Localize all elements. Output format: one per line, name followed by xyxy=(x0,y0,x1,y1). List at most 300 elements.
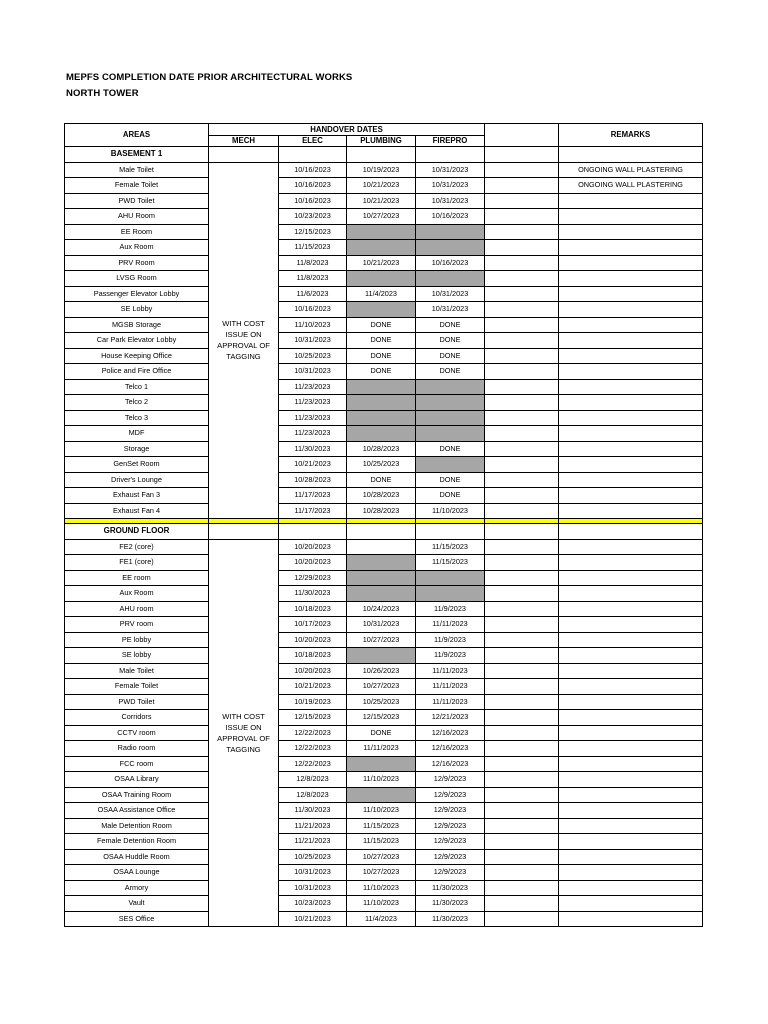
plumbing-cell: DONE xyxy=(347,364,416,380)
area-cell: PE lobby xyxy=(65,632,209,648)
remarks-cell xyxy=(559,710,703,726)
table-row xyxy=(65,617,703,633)
blank-cell xyxy=(485,818,559,834)
empty-cell xyxy=(209,524,279,540)
elec-cell: 11/23/2023 xyxy=(279,395,347,411)
elec-cell: 12/22/2023 xyxy=(279,725,347,741)
empty-cell xyxy=(416,147,485,163)
table-row xyxy=(65,488,703,504)
area-cell: FCC room xyxy=(65,756,209,772)
plumbing-cell xyxy=(347,240,416,256)
firepro-cell xyxy=(416,457,485,473)
remarks-cell xyxy=(559,209,703,225)
area-cell: OSAA Library xyxy=(65,772,209,788)
area-cell: OSAA Huddle Room xyxy=(65,849,209,865)
table-row xyxy=(65,648,703,664)
firepro-cell: 12/9/2023 xyxy=(416,865,485,881)
remarks-cell xyxy=(559,472,703,488)
table-row xyxy=(65,803,703,819)
elec-cell: 10/20/2023 xyxy=(279,663,347,679)
elec-cell: 10/21/2023 xyxy=(279,457,347,473)
empty-cell xyxy=(485,524,559,540)
plumbing-cell: DONE xyxy=(347,725,416,741)
firepro-cell: 11/9/2023 xyxy=(416,648,485,664)
blank-cell xyxy=(485,896,559,912)
blank-cell xyxy=(485,663,559,679)
area-cell: FE2 (core) xyxy=(65,539,209,555)
blank-cell xyxy=(485,601,559,617)
remarks-cell xyxy=(559,787,703,803)
firepro-cell: 11/30/2023 xyxy=(416,911,485,927)
plumbing-cell: 11/4/2023 xyxy=(347,286,416,302)
area-cell: FE1 (core) xyxy=(65,555,209,571)
table-row xyxy=(65,441,703,457)
firepro-cell: 10/16/2023 xyxy=(416,209,485,225)
table-row xyxy=(65,787,703,803)
area-cell: Police and Fire Office xyxy=(65,364,209,380)
firepro-cell: 12/9/2023 xyxy=(416,849,485,865)
elec-cell: 11/8/2023 xyxy=(279,271,347,287)
mech-note-cell: WITH COST ISSUE ON APPROVAL OF TAGGING xyxy=(209,539,279,927)
remarks-cell xyxy=(559,694,703,710)
plumbing-cell: 11/10/2023 xyxy=(347,803,416,819)
firepro-cell: 11/11/2023 xyxy=(416,679,485,695)
table-row xyxy=(65,395,703,411)
table-row xyxy=(65,286,703,302)
blank-cell xyxy=(485,209,559,225)
plumbing-cell: 10/27/2023 xyxy=(347,849,416,865)
area-cell: PWD Toilet xyxy=(65,694,209,710)
table-row xyxy=(65,756,703,772)
table-row xyxy=(65,834,703,850)
firepro-cell: 10/31/2023 xyxy=(416,178,485,194)
remarks-cell xyxy=(559,286,703,302)
blank-cell xyxy=(485,539,559,555)
table-row xyxy=(65,679,703,695)
firepro-cell: DONE xyxy=(416,488,485,504)
remarks-cell xyxy=(559,803,703,819)
document-title: MEPFS COMPLETION DATE PRIOR ARCHITECTURAL WORKS xyxy=(66,72,353,83)
remarks-cell xyxy=(559,395,703,411)
empty-cell xyxy=(279,147,347,163)
table-row xyxy=(65,818,703,834)
table-row xyxy=(65,849,703,865)
remarks-cell xyxy=(559,772,703,788)
firepro-cell: 11/15/2023 xyxy=(416,555,485,571)
remarks-cell xyxy=(559,601,703,617)
plumbing-cell xyxy=(347,787,416,803)
table-row xyxy=(65,410,703,426)
remarks-cell xyxy=(559,224,703,240)
table-row xyxy=(65,271,703,287)
elec-cell: 11/21/2023 xyxy=(279,818,347,834)
firepro-cell: DONE xyxy=(416,317,485,333)
elec-cell: 11/10/2023 xyxy=(279,317,347,333)
remarks-cell xyxy=(559,255,703,271)
area-cell: OSAA Assistance Office xyxy=(65,803,209,819)
area-cell: Vault xyxy=(65,896,209,912)
area-cell: Female Toilet xyxy=(65,178,209,194)
area-cell: OSAA Lounge xyxy=(65,865,209,881)
elec-cell: 11/21/2023 xyxy=(279,834,347,850)
remarks-cell xyxy=(559,648,703,664)
area-cell: CCTV room xyxy=(65,725,209,741)
firepro-cell: 11/11/2023 xyxy=(416,663,485,679)
table-row xyxy=(65,333,703,349)
elec-header: ELEC xyxy=(279,136,347,147)
firepro-cell xyxy=(416,395,485,411)
plumbing-cell xyxy=(347,570,416,586)
elec-cell: 10/23/2023 xyxy=(279,209,347,225)
elec-cell: 11/23/2023 xyxy=(279,426,347,442)
elec-cell: 10/31/2023 xyxy=(279,865,347,881)
plumbing-cell: 11/15/2023 xyxy=(347,818,416,834)
area-cell: AHU room xyxy=(65,601,209,617)
plumbing-cell: DONE xyxy=(347,333,416,349)
area-cell: Female Toilet xyxy=(65,679,209,695)
blank-cell xyxy=(485,457,559,473)
elec-cell: 10/16/2023 xyxy=(279,162,347,178)
area-cell: MGSB Storage xyxy=(65,317,209,333)
remarks-cell: ONGOING WALL PLASTERING xyxy=(559,178,703,194)
remarks-cell xyxy=(559,240,703,256)
blank-cell xyxy=(485,710,559,726)
table-row xyxy=(65,663,703,679)
area-cell: SES Office xyxy=(65,911,209,927)
blank-cell xyxy=(485,503,559,519)
table-row xyxy=(65,741,703,757)
plumbing-cell xyxy=(347,648,416,664)
remarks-cell xyxy=(559,555,703,571)
plumbing-cell: 10/25/2023 xyxy=(347,457,416,473)
remarks-cell xyxy=(559,725,703,741)
area-cell: Male Detention Room xyxy=(65,818,209,834)
elec-cell: 10/18/2023 xyxy=(279,601,347,617)
elec-cell: 10/16/2023 xyxy=(279,302,347,318)
area-cell: GenSet Room xyxy=(65,457,209,473)
table-row xyxy=(65,302,703,318)
area-cell: Passenger Elevator Lobby xyxy=(65,286,209,302)
table-row xyxy=(65,601,703,617)
remarks-cell xyxy=(559,193,703,209)
plumbing-cell: 10/28/2023 xyxy=(347,503,416,519)
plumbing-cell: 10/21/2023 xyxy=(347,255,416,271)
plumbing-cell: 10/21/2023 xyxy=(347,178,416,194)
firepro-cell: 11/9/2023 xyxy=(416,601,485,617)
blank-cell xyxy=(485,395,559,411)
blank-cell xyxy=(485,348,559,364)
table-row xyxy=(65,570,703,586)
firepro-header: FIREPRO xyxy=(416,136,485,147)
remarks-cell xyxy=(559,617,703,633)
mech-header: MECH xyxy=(209,136,279,147)
plumbing-cell: 10/27/2023 xyxy=(347,209,416,225)
table-row xyxy=(65,725,703,741)
remarks-cell xyxy=(559,317,703,333)
remarks-cell xyxy=(559,741,703,757)
table-row xyxy=(65,317,703,333)
table-row xyxy=(65,457,703,473)
plumbing-cell: 10/24/2023 xyxy=(347,601,416,617)
area-cell: AHU Room xyxy=(65,209,209,225)
remarks-cell xyxy=(559,586,703,602)
remarks-cell xyxy=(559,441,703,457)
blank-cell xyxy=(485,911,559,927)
area-cell: Armory xyxy=(65,880,209,896)
header-row-1 xyxy=(65,124,703,136)
area-cell: SE lobby xyxy=(65,648,209,664)
firepro-cell: 12/9/2023 xyxy=(416,803,485,819)
table-row xyxy=(65,224,703,240)
blank-cell xyxy=(485,178,559,194)
area-cell: Exhaust Fan 3 xyxy=(65,488,209,504)
plumbing-cell: 10/31/2023 xyxy=(347,617,416,633)
firepro-cell: 11/15/2023 xyxy=(416,539,485,555)
firepro-cell xyxy=(416,379,485,395)
elec-cell: 10/21/2023 xyxy=(279,679,347,695)
elec-cell: 10/25/2023 xyxy=(279,348,347,364)
firepro-cell: 11/30/2023 xyxy=(416,896,485,912)
blank-cell xyxy=(485,570,559,586)
elec-cell: 11/30/2023 xyxy=(279,441,347,457)
firepro-cell: DONE xyxy=(416,441,485,457)
plumbing-cell: DONE xyxy=(347,317,416,333)
plumbing-cell xyxy=(347,426,416,442)
remarks-cell xyxy=(559,364,703,380)
blank-cell xyxy=(485,317,559,333)
blank-cell xyxy=(485,803,559,819)
blank-cell xyxy=(485,286,559,302)
blank-cell xyxy=(485,410,559,426)
firepro-cell: 12/9/2023 xyxy=(416,818,485,834)
elec-cell: 10/25/2023 xyxy=(279,849,347,865)
elec-cell: 11/23/2023 xyxy=(279,410,347,426)
elec-cell: 10/18/2023 xyxy=(279,648,347,664)
blank-cell xyxy=(485,302,559,318)
blank-cell xyxy=(485,240,559,256)
elec-cell: 10/23/2023 xyxy=(279,896,347,912)
area-cell: Exhaust Fan 4 xyxy=(65,503,209,519)
elec-cell: 11/8/2023 xyxy=(279,255,347,271)
table-row xyxy=(65,865,703,881)
elec-cell: 11/6/2023 xyxy=(279,286,347,302)
area-cell: Corridors xyxy=(65,710,209,726)
blank-cell xyxy=(485,849,559,865)
area-cell: Aux Room xyxy=(65,586,209,602)
area-cell: Car Park Elevator Lobby xyxy=(65,333,209,349)
firepro-cell xyxy=(416,426,485,442)
area-cell: Female Detention Room xyxy=(65,834,209,850)
firepro-cell xyxy=(416,570,485,586)
plumbing-cell: 10/27/2023 xyxy=(347,632,416,648)
area-cell: Storage xyxy=(65,441,209,457)
plumbing-header: PLUMBING xyxy=(347,136,416,147)
area-cell: House Keeping Office xyxy=(65,348,209,364)
firepro-cell xyxy=(416,224,485,240)
table-row xyxy=(65,209,703,225)
area-cell: OSAA Training Room xyxy=(65,787,209,803)
elec-cell: 11/30/2023 xyxy=(279,803,347,819)
remarks-cell xyxy=(559,503,703,519)
elec-cell: 10/20/2023 xyxy=(279,632,347,648)
firepro-cell: 10/31/2023 xyxy=(416,302,485,318)
remarks-cell xyxy=(559,880,703,896)
firepro-cell: 11/11/2023 xyxy=(416,617,485,633)
firepro-cell: DONE xyxy=(416,364,485,380)
area-cell: MDF xyxy=(65,426,209,442)
blank-cell xyxy=(485,586,559,602)
firepro-cell: DONE xyxy=(416,472,485,488)
section-title: GROUND FLOOR xyxy=(65,524,209,540)
elec-cell: 11/17/2023 xyxy=(279,503,347,519)
plumbing-cell xyxy=(347,379,416,395)
table-row xyxy=(65,162,703,178)
plumbing-cell xyxy=(347,539,416,555)
plumbing-cell: DONE xyxy=(347,472,416,488)
firepro-cell: 10/16/2023 xyxy=(416,255,485,271)
area-cell: Telco 3 xyxy=(65,410,209,426)
empty-cell xyxy=(559,524,703,540)
blank-cell xyxy=(485,632,559,648)
blank-cell xyxy=(485,193,559,209)
firepro-cell: DONE xyxy=(416,333,485,349)
area-cell: EE Room xyxy=(65,224,209,240)
table-row xyxy=(65,586,703,602)
blank-cell xyxy=(485,472,559,488)
table-row xyxy=(65,364,703,380)
firepro-cell: 10/31/2023 xyxy=(416,193,485,209)
blank-cell xyxy=(485,679,559,695)
firepro-cell: 12/16/2023 xyxy=(416,725,485,741)
firepro-cell xyxy=(416,271,485,287)
elec-cell: 12/8/2023 xyxy=(279,787,347,803)
table-row xyxy=(65,503,703,519)
area-cell: Telco 2 xyxy=(65,395,209,411)
elec-cell: 10/21/2023 xyxy=(279,911,347,927)
table-row xyxy=(65,880,703,896)
remarks-cell xyxy=(559,348,703,364)
table-row xyxy=(65,379,703,395)
plumbing-cell: 10/28/2023 xyxy=(347,488,416,504)
blank-cell xyxy=(485,255,559,271)
table-row xyxy=(65,694,703,710)
blank-cell xyxy=(485,834,559,850)
empty-cell xyxy=(279,524,347,540)
plumbing-cell xyxy=(347,224,416,240)
plumbing-cell: 11/10/2023 xyxy=(347,896,416,912)
blank-cell xyxy=(485,725,559,741)
elec-cell: 10/19/2023 xyxy=(279,694,347,710)
elec-cell: 11/15/2023 xyxy=(279,240,347,256)
plumbing-cell: 12/15/2023 xyxy=(347,710,416,726)
table-row xyxy=(65,896,703,912)
plumbing-cell: 11/15/2023 xyxy=(347,834,416,850)
elec-cell: 12/29/2023 xyxy=(279,570,347,586)
table-row xyxy=(65,632,703,648)
elec-cell: 10/20/2023 xyxy=(279,555,347,571)
area-cell: PRV room xyxy=(65,617,209,633)
firepro-cell: 12/9/2023 xyxy=(416,834,485,850)
elec-cell: 10/20/2023 xyxy=(279,539,347,555)
remarks-cell xyxy=(559,539,703,555)
elec-cell: 10/16/2023 xyxy=(279,178,347,194)
elec-cell: 12/8/2023 xyxy=(279,772,347,788)
table-row xyxy=(65,772,703,788)
empty-cell xyxy=(416,524,485,540)
plumbing-cell xyxy=(347,586,416,602)
empty-cell xyxy=(559,147,703,163)
area-cell: Telco 1 xyxy=(65,379,209,395)
firepro-cell: 12/9/2023 xyxy=(416,772,485,788)
remarks-cell xyxy=(559,379,703,395)
section-header-row xyxy=(65,524,703,540)
blank-cell xyxy=(485,224,559,240)
remarks-cell: ONGOING WALL PLASTERING xyxy=(559,162,703,178)
elec-cell: 11/23/2023 xyxy=(279,379,347,395)
table-row xyxy=(65,472,703,488)
remarks-cell xyxy=(559,271,703,287)
blank-cell xyxy=(485,379,559,395)
area-cell: LVSG Room xyxy=(65,271,209,287)
elec-cell: 10/31/2023 xyxy=(279,880,347,896)
blank-cell xyxy=(485,441,559,457)
area-cell: EE room xyxy=(65,570,209,586)
blank-cell xyxy=(485,488,559,504)
blank-cell xyxy=(485,555,559,571)
handover-table xyxy=(64,123,703,927)
elec-cell: 10/28/2023 xyxy=(279,472,347,488)
blank-cell xyxy=(485,865,559,881)
elec-cell: 12/15/2023 xyxy=(279,224,347,240)
table-row xyxy=(65,193,703,209)
section-title: BASEMENT 1 xyxy=(65,147,209,163)
area-cell: PWD Toilet xyxy=(65,193,209,209)
handover-dates-header: HANDOVER DATES xyxy=(209,124,485,136)
table-row xyxy=(65,255,703,271)
document-subtitle: NORTH TOWER xyxy=(66,88,139,99)
plumbing-cell: 10/19/2023 xyxy=(347,162,416,178)
blank-cell xyxy=(485,426,559,442)
firepro-cell: 11/10/2023 xyxy=(416,503,485,519)
plumbing-cell xyxy=(347,271,416,287)
blank-cell xyxy=(485,741,559,757)
plumbing-cell xyxy=(347,410,416,426)
remarks-cell xyxy=(559,488,703,504)
table-row xyxy=(65,911,703,927)
blank-cell xyxy=(485,364,559,380)
firepro-cell: 12/16/2023 xyxy=(416,756,485,772)
area-cell: Male Toilet xyxy=(65,162,209,178)
firepro-cell: 10/31/2023 xyxy=(416,286,485,302)
elec-cell: 10/31/2023 xyxy=(279,333,347,349)
remarks-cell xyxy=(559,818,703,834)
area-cell: Radio room xyxy=(65,741,209,757)
remarks-cell xyxy=(559,679,703,695)
firepro-cell: 10/31/2023 xyxy=(416,162,485,178)
firepro-cell xyxy=(416,586,485,602)
blank-header xyxy=(485,124,559,147)
plumbing-cell: 10/28/2023 xyxy=(347,441,416,457)
area-cell: PRV Room xyxy=(65,255,209,271)
plumbing-cell: 11/10/2023 xyxy=(347,772,416,788)
blank-cell xyxy=(485,162,559,178)
remarks-cell xyxy=(559,570,703,586)
firepro-cell: 12/21/2023 xyxy=(416,710,485,726)
blank-cell xyxy=(485,648,559,664)
plumbing-cell: 11/11/2023 xyxy=(347,741,416,757)
blank-cell xyxy=(485,333,559,349)
area-cell: Driver's Lounge xyxy=(65,472,209,488)
